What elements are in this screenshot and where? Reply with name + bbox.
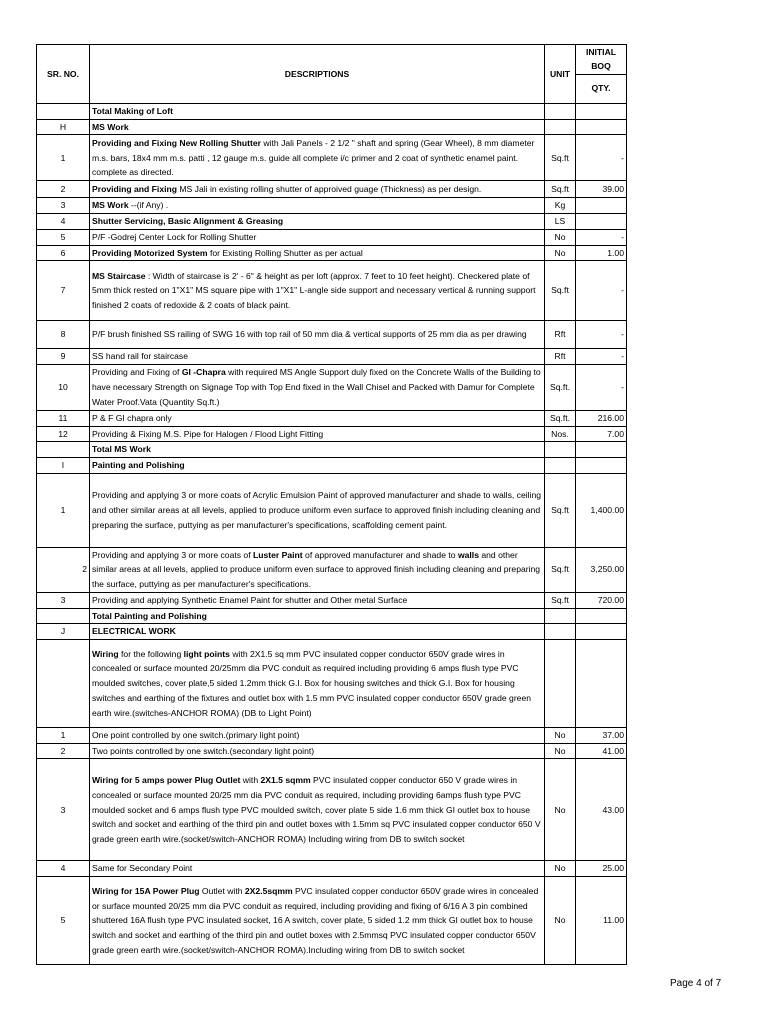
description-text: ELECTRICAL WORK [92, 626, 176, 637]
row-unit: Sq.ft [545, 592, 576, 608]
description-text: light points [183, 648, 230, 659]
row-qty: - [576, 349, 627, 365]
row-sr-no [37, 442, 90, 458]
description-text: Total MS Work [92, 444, 151, 455]
table-row [37, 349, 627, 365]
row-sr-no: 3 [37, 198, 90, 214]
row-unit: Rft [545, 321, 576, 349]
table-row [37, 135, 627, 181]
row-qty: 3,250.00 [576, 547, 627, 592]
row-unit [545, 639, 576, 727]
row-sr-no: 3 [37, 759, 90, 861]
row-unit: Sq.ft [545, 261, 576, 321]
row-description [90, 877, 545, 965]
table-row [37, 261, 627, 321]
row-qty: - [576, 229, 627, 245]
row-unit: No [545, 877, 576, 965]
row-sr-no: 11 [37, 410, 90, 426]
boq-table-body [37, 104, 627, 965]
row-sr-no: 5 [37, 229, 90, 245]
description-text: Total Painting and Polishing [92, 610, 207, 621]
description-text: for the following [118, 648, 184, 659]
row-description [90, 442, 545, 458]
header-boq: BOQ [591, 61, 611, 72]
row-sr-no: 2 [37, 181, 90, 198]
boq-table-header [37, 45, 627, 104]
description-text: Outlet with [199, 885, 245, 896]
header-qty: QTY. [576, 74, 627, 104]
row-unit: No [545, 245, 576, 261]
row-qty: 7.00 [576, 426, 627, 442]
table-row [37, 104, 627, 120]
row-unit: Sq.ft. [545, 364, 576, 410]
row-qty: 11.00 [576, 877, 627, 965]
description-text: Wiring for 5 amps power Plug Outlet [92, 775, 241, 786]
row-description [90, 181, 545, 198]
row-sr-no: 10 [37, 364, 90, 410]
row-unit: Sq.ft [545, 181, 576, 198]
table-row [37, 214, 627, 230]
description-text: 2X2.5sqmm [244, 885, 293, 896]
row-description [90, 861, 545, 877]
row-unit [545, 458, 576, 474]
row-sr-no: I [37, 458, 90, 474]
row-description [90, 229, 545, 245]
row-qty [576, 442, 627, 458]
row-sr-no: H [37, 119, 90, 135]
row-qty: 216.00 [576, 410, 627, 426]
header-initial-boq [576, 45, 627, 75]
description-text: 2X1.5 sqmm [260, 775, 311, 786]
page-number: Page 4 of 7 [670, 978, 722, 989]
description-text: Same for Secondary Point [92, 863, 193, 874]
description-text: PVC insulated copper conductor 650V grade wires in concealed or surface mounted 20/25 mm dia PVC conduit as required, including providing and fixing of 6/16 A 3 pin combined shuttered 16A flush type PVC insulated socket, 16 A switch, cover plate, 5 sided 1.2 mm thick GI outlet box to house switch and socket and earthing of the third pin and outlet boxes with 2.5mmsq PVC insulated copper conductor 650V grade green earth wire.(socket/switch-ANCHOR ROMA).Including wiring from DB to switch socket [92, 885, 539, 955]
row-qty [576, 624, 627, 640]
description-text: MS Jali in existing rolling shutter of approived guage (Thickness) as per design. [177, 184, 482, 195]
description-text: and other similar areas at all levels, applied to produce uniform even surface to approved finish including cleaning and preparing the surface, puttying as per manufacturer's specifications. [92, 549, 541, 590]
row-qty [576, 198, 627, 214]
row-description [90, 426, 545, 442]
description-text: Total Making of Loft [92, 106, 173, 116]
table-row [37, 410, 627, 426]
row-description [90, 321, 545, 349]
row-description [90, 364, 545, 410]
row-unit: No [545, 229, 576, 245]
table-row [37, 759, 627, 861]
row-sr-no: 2 [37, 743, 90, 759]
table-row [37, 198, 627, 214]
description-text: One point controlled by one switch.(primary light point) [92, 729, 300, 740]
row-qty [576, 639, 627, 727]
row-unit: Nos. [545, 426, 576, 442]
row-description [90, 727, 545, 743]
row-unit [545, 104, 576, 120]
row-description [90, 349, 545, 365]
description-text: Luster Paint [253, 549, 303, 560]
row-qty [576, 104, 627, 120]
row-sr-no: 4 [37, 214, 90, 230]
row-unit: Sq.ft [545, 473, 576, 547]
table-row [37, 861, 627, 877]
description-text: Shutter Servicing, Basic Alignment & Greasing [92, 216, 284, 227]
description-text: Providing and Fixing of [92, 367, 182, 378]
row-unit: Sq.ft. [545, 410, 576, 426]
row-description [90, 214, 545, 230]
description-text: with required MS Angle Support duly fixed on the Concrete Walls of the Building to have necessary Strength on Signage Top with Top End fixed in the Wall Chisel and Packed with Damur for Complete Water Proof.Vata (Quantity Sq.ft.) [92, 367, 541, 407]
row-description [90, 624, 545, 640]
row-sr-no: 1 [37, 473, 90, 547]
table-row [37, 624, 627, 640]
row-description [90, 759, 545, 861]
table-row [37, 181, 627, 198]
description-text: MS Staircase [92, 270, 146, 281]
row-description [90, 592, 545, 608]
table-row [37, 547, 627, 592]
row-unit: Sq.ft [545, 135, 576, 181]
description-text: with [240, 775, 261, 786]
description-text: Providing and Fixing New Rolling Shutter [92, 137, 262, 148]
row-unit: No [545, 727, 576, 743]
table-row [37, 727, 627, 743]
row-qty: 41.00 [576, 743, 627, 759]
description-text: : Width of staircase is 2' - 6" & height as per loft (approx. 7 feet to 10 feet height). Checkered plate of 5mm thick rested on 1"X1" MS square pipe with 1"X1" L-angle side support and necessary vertical & running support finished 2 coats of redoxide & 2 coats of black paint. [92, 270, 536, 311]
row-sr-no: 5 [37, 877, 90, 965]
row-qty: 37.00 [576, 727, 627, 743]
row-description [90, 261, 545, 321]
table-row [37, 364, 627, 410]
row-sr-no [37, 104, 90, 120]
description-text: Providing Motorized System [92, 247, 208, 258]
table-row [37, 592, 627, 608]
table-row [37, 458, 627, 474]
description-text: --(if Any) . [128, 200, 169, 211]
row-sr-no: 1 [37, 135, 90, 181]
description-text: of approved manufacturer and shade to [302, 549, 458, 560]
row-qty [576, 214, 627, 230]
row-unit: Sq.ft [545, 547, 576, 592]
table-row [37, 877, 627, 965]
table-row [37, 442, 627, 458]
row-unit: Kg [545, 198, 576, 214]
description-text: Wiring [92, 648, 119, 659]
row-sr-no: 4 [37, 861, 90, 877]
row-description [90, 135, 545, 181]
row-sr-no: 12 [37, 426, 90, 442]
description-text: Providing and applying 3 or more coats of Acrylic Emulsion Paint of approved manufacturer and shade to walls, ceiling and other similar areas at all levels, applied to produce uniform even surface to approved finish including cleaning and preparing the surface, puttying as per manufacturer's specifications, scaffolding cement paint. [92, 490, 542, 530]
boq-table [36, 44, 627, 965]
row-qty: 720.00 [576, 592, 627, 608]
row-unit [545, 624, 576, 640]
description-text: with Jali Panels - 2 1/2 " shaft and spring (Gear Wheel), 8 mm diameter m.s. bars, 18x4 mm m.s. patti , 12 gauge m.s. guide all complete i/c primer and 2 coat of synthetic enamel paint. complete as directed. [92, 137, 535, 178]
description-text: Providing and applying 3 or more coats of [92, 549, 253, 560]
row-sr-no [37, 608, 90, 624]
description-text: for Existing Rolling Shutter as per actual [207, 247, 363, 258]
row-sr-no [37, 639, 90, 727]
row-qty: - [576, 364, 627, 410]
description-text: P & F GI chapra only [92, 412, 172, 423]
row-qty: 1.00 [576, 245, 627, 261]
description-text: P/F brush finished SS railing of SWG 16 with top rail of 50 mm dia & vertical supports of 25 mm dia as per drawing [92, 329, 527, 340]
row-qty: - [576, 261, 627, 321]
description-text: Providing and Fixing [92, 184, 177, 195]
description-text: Painting and Polishing [92, 460, 185, 471]
row-unit: LS [545, 214, 576, 230]
table-row [37, 608, 627, 624]
row-sr-no: 6 [37, 245, 90, 261]
description-text: GI -Chapra [181, 367, 226, 378]
row-sr-no: J [37, 624, 90, 640]
description-text: P/F -Godrej Center Lock for Rolling Shutter [92, 231, 257, 242]
description-text: walls [457, 549, 479, 560]
row-qty: 39.00 [576, 181, 627, 198]
row-sr-no: 2 [37, 547, 90, 592]
row-sr-no: 3 [37, 592, 90, 608]
row-description [90, 245, 545, 261]
description-text: MS Work [92, 200, 129, 211]
row-description [90, 639, 545, 727]
row-qty: 1,400.00 [576, 473, 627, 547]
table-row [37, 245, 627, 261]
row-description [90, 547, 545, 592]
row-qty: 43.00 [576, 759, 627, 861]
row-unit: Rft [545, 349, 576, 365]
description-text: SS hand rail for staircase [92, 351, 189, 362]
table-row [37, 743, 627, 759]
row-unit: No [545, 759, 576, 861]
row-description [90, 410, 545, 426]
row-description [90, 198, 545, 214]
row-description [90, 473, 545, 547]
description-text: Wiring for 15A Power Plug [92, 885, 200, 896]
row-qty [576, 119, 627, 135]
header-descriptions: DESCRIPTIONS [90, 45, 545, 104]
description-text: PVC insulated copper conductor 650 V grade wires in concealed or surface mounted 20/25 mm dia PVC conduit as required, including providing 6amps flush type PVC moulded socket and 6 amps flush type PVC moulded switch, cover plate 5 side 1.6 mm thick GI outlet box to house switch and socket and earthing of the third pin and outlet boxes with 1.5mm sq PVC insulated copper conductor 650 V grade green earth wire.(socket/switch-ANCHOR ROMA) Including wiring from DB to switch socket [92, 775, 541, 844]
row-qty [576, 608, 627, 624]
row-description [90, 743, 545, 759]
row-description [90, 458, 545, 474]
row-qty: - [576, 321, 627, 349]
row-sr-no: 8 [37, 321, 90, 349]
row-unit [545, 442, 576, 458]
row-sr-no: 7 [37, 261, 90, 321]
row-description [90, 608, 545, 624]
description-text: Providing & Fixing M.S. Pipe for Halogen / Flood Light Fitting [92, 428, 324, 439]
row-description [90, 119, 545, 135]
row-unit [545, 608, 576, 624]
description-text: MS Work [92, 121, 129, 132]
row-qty [576, 458, 627, 474]
row-unit: No [545, 861, 576, 877]
table-row [37, 473, 627, 547]
row-qty: 25.00 [576, 861, 627, 877]
description-text: Providing and applying Synthetic Enamel Paint for shutter and Other metal Surface [92, 594, 408, 605]
row-unit: No [545, 743, 576, 759]
table-row [37, 321, 627, 349]
row-qty: - [576, 135, 627, 181]
row-sr-no: 1 [37, 727, 90, 743]
table-row [37, 426, 627, 442]
description-text: with 2X1.5 sq mm PVC insulated copper conductor 650V grade wires in concealed or surface mounted 20/25mm dia PVC conduit as required including providing 6 amps flush type PVC moulded switches, cover plate,5 sided 1.2mm thick G.I. Box for housing switches and thick G.I. Box for housing switches and earthing of the fixtures and outlet box with 1.5 mm PVC insulated copper conductor 650V grade green earth wire.(switches-ANCHOR ROMA) (DB to Light Point) [92, 648, 532, 718]
header-initial: INITIAL [585, 47, 617, 58]
header-unit: UNIT [545, 45, 576, 104]
table-row [37, 229, 627, 245]
table-row [37, 119, 627, 135]
header-sr-no: SR. NO. [37, 45, 90, 104]
description-text: Two points controlled by one switch.(secondary light point) [92, 745, 315, 756]
table-row [37, 639, 627, 727]
row-description [90, 104, 545, 120]
row-sr-no: 9 [37, 349, 90, 365]
row-unit [545, 119, 576, 135]
